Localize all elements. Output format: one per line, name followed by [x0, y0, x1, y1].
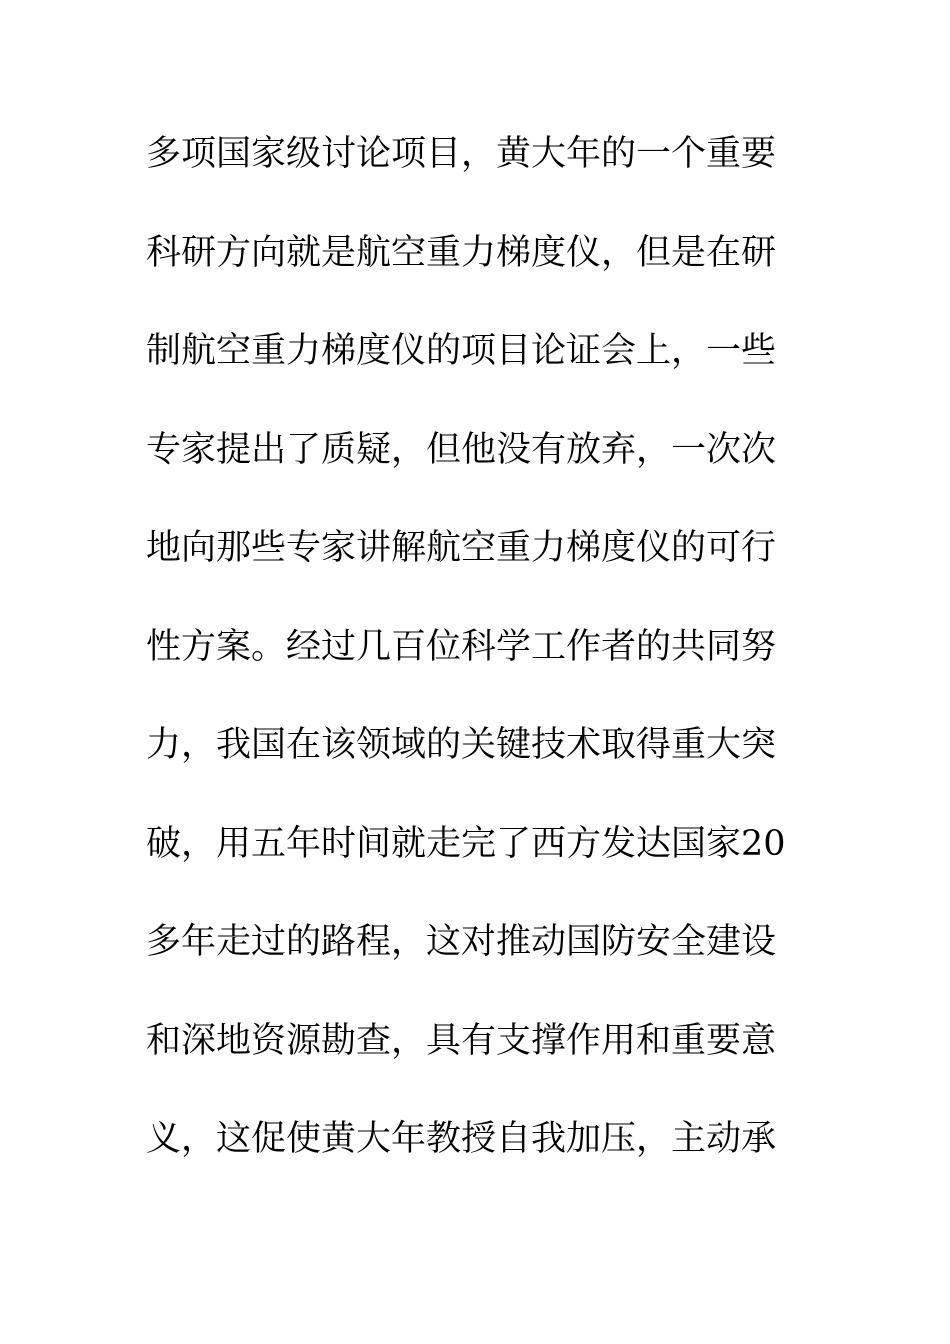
text-line: 制航空重力梯度仪的项目论证会上，一些: [146, 331, 777, 371]
text-line: 多项国家级讨论项目，黄大年的一个重要: [146, 134, 777, 174]
text-line: 地向那些专家讲解航空重力梯度仪的可行: [146, 528, 777, 568]
text-line: 和深地资源勘查，具有支撑作用和重要意: [146, 1020, 777, 1061]
text-line: 性方案。经过几百位科学工作者的共同努: [146, 626, 777, 667]
text-line: 专家提出了质疑，但他没有放弃，一次次: [146, 429, 777, 470]
text-line: 科研方向就是航空重力梯度仪，但是在研: [146, 232, 777, 273]
text-line: 义，这促使黄大年教授自我加压，主动承: [146, 1119, 777, 1159]
text-line: 力，我国在该领域的关键技术取得重大突: [146, 725, 777, 765]
body-paragraph: [146, 124, 806, 1208]
text-line: 破，用五年时间就走完了西方发达国家20: [146, 823, 786, 864]
text-line: 多年走过的路程，这对推动国防安全建设: [146, 922, 777, 962]
